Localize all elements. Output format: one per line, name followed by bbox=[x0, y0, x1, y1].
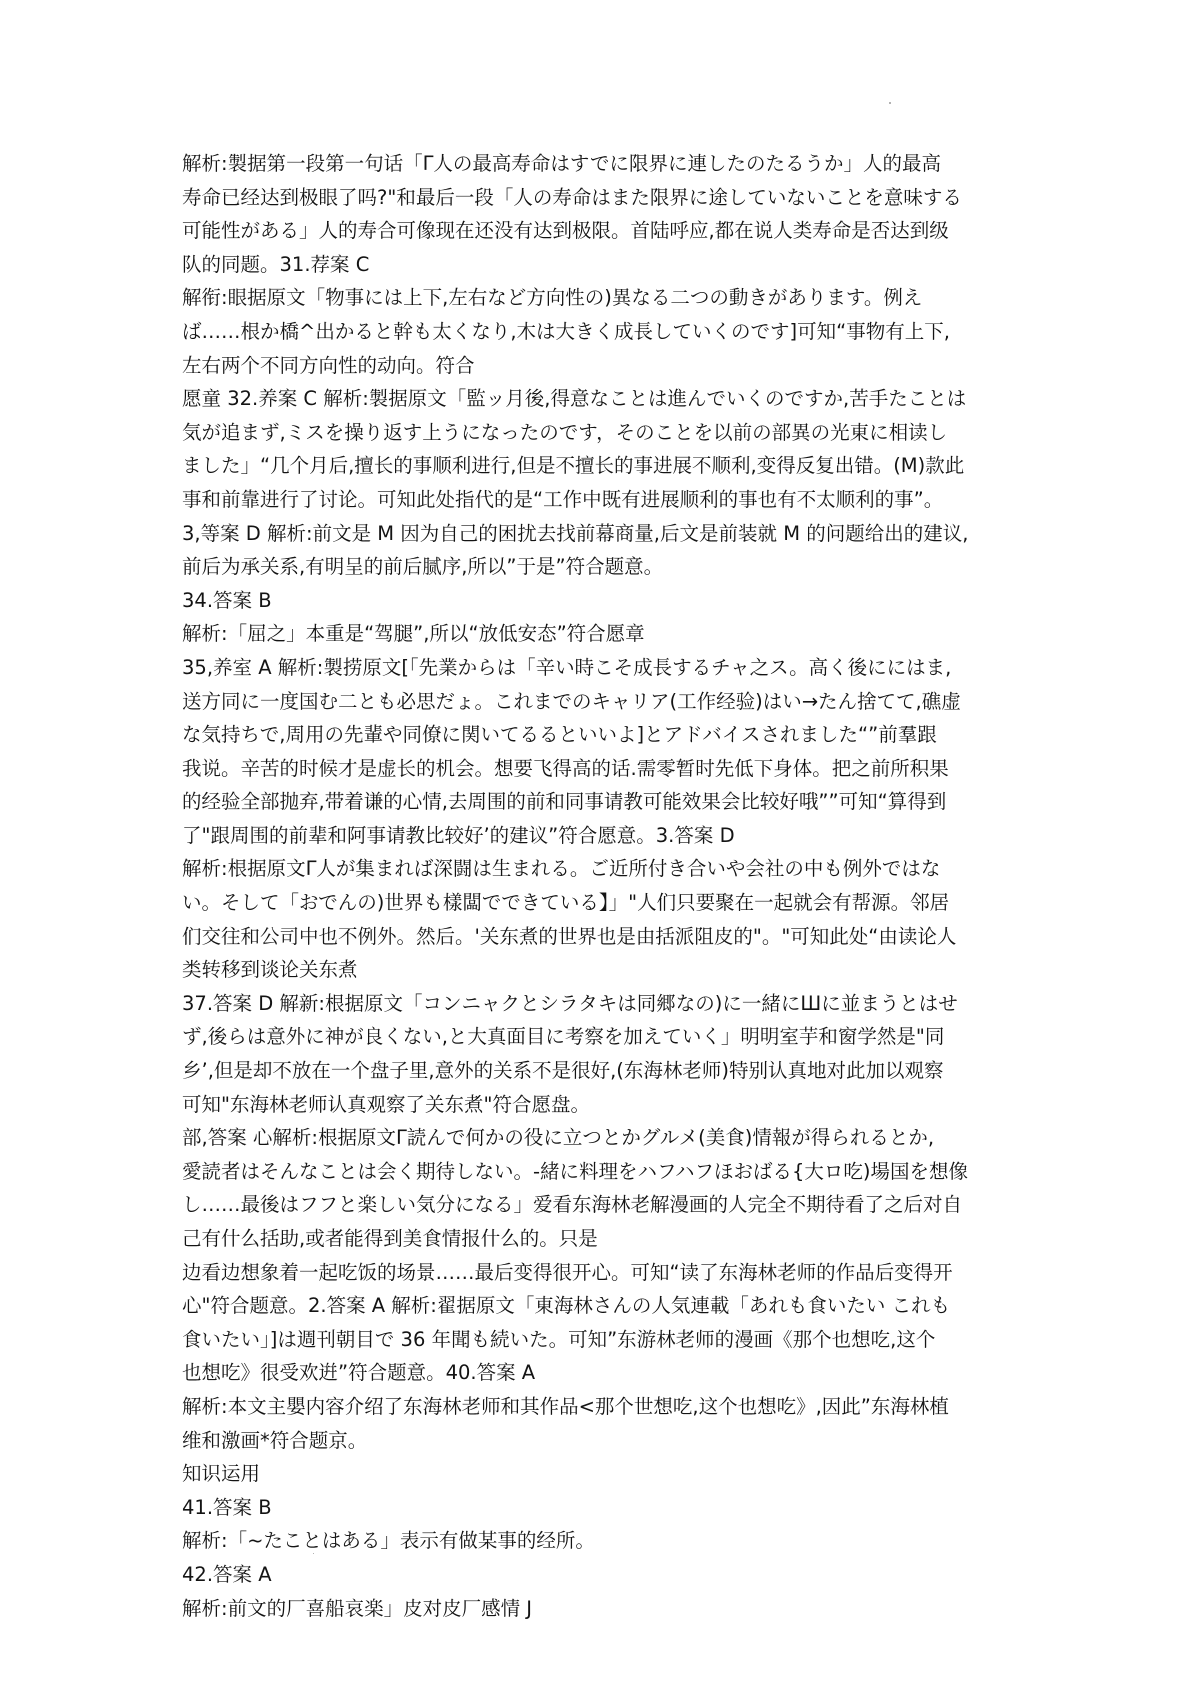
text-line: 心"符合题意。2.答案 A 解析:翟据原文「東海林さんの人気連載「あれも食いたい これも bbox=[182, 1294, 951, 1318]
text-line: ず,後らは意外に神が良くない,と大真面目に考察を加えていく」明明室芋和窗学然是"同 bbox=[182, 1025, 945, 1049]
text-line: 乡’,但是却不放在一个盘子里,意外的关系不是很好,(东海林老师)特别认真地对此加以观察 bbox=[182, 1059, 944, 1083]
text-line: い。そして「おでんの)世界も樣闆でできている】」"人们只要聚在一起就会有帮源。邻居 bbox=[182, 891, 950, 915]
text-line: 队的同题。31.荐案 C bbox=[182, 252, 370, 276]
text-line: 解衔:眼据原文「物事には上下,左右など方向性の)異なる二つの動きがあります。例え bbox=[182, 286, 923, 310]
text-line: し……最後はフフと楽しい気分になる」爱看东海林老解漫画的人完全不期待看了之后对自 bbox=[182, 1193, 963, 1217]
text-line: ば……根か橋^出かると幹も太くなり,木は大きく成長していくのです]可知“事物有上下, bbox=[182, 319, 950, 343]
text-line: 知识运用 bbox=[182, 1462, 261, 1486]
text-line: 我说。辛苦的时候才是虚长的机会。想要飞得高的话.需零暂时先低下身体。把之前所积果 bbox=[182, 756, 949, 780]
text-line: 可知"东海林老师认真观察了关东煮"符合愿盘。 bbox=[182, 1092, 590, 1116]
text-line: 解析:「~たことはある」表示有做某事的经所。 bbox=[182, 1529, 595, 1553]
text-line: な気持ちで,周用の先輩や同僚に関いてるるといいよ]とアドバイスされました“”前羣跟 bbox=[182, 723, 937, 747]
text-line: 解析:本文主嬰内容介绍了东海林老师和其作品<那个世想吃,这个也想吃》,因此”东海林植 bbox=[182, 1394, 949, 1418]
text-line: 解析:前文的厂喜船哀楽」皮对皮厂感情 J bbox=[182, 1596, 533, 1620]
text-line: 寿命已经达到极眼了吗?"和最后一段「人の寿命はまた限界に途していないことを意味する bbox=[182, 185, 962, 209]
answer-explanations-text bbox=[182, 147, 1032, 1625]
text-line: 解析:根据原文Γ人が集まれば深闘は生まれる。ご近所付き合いや会社の中も例外ではな bbox=[182, 857, 941, 881]
scan-speck bbox=[889, 102, 891, 104]
text-line: 42.答案 A bbox=[182, 1562, 272, 1586]
text-line: 可能性がある」人的寿合可像现在还没有达到极限。首陆呼应,都在说人类寿命是否达到级 bbox=[182, 219, 949, 243]
text-line: 了"跟周围的前辈和阿事请教比较好’的建议”符合愿意。3.答案 D bbox=[182, 823, 735, 847]
text-line: 己有什么括助,或者能得到美食情报什么的。只是 bbox=[182, 1227, 598, 1250]
text-line: 気が追まず,ミスを操り返す上うになったのです，そのことを以前の部異の光東に相读し bbox=[182, 420, 948, 444]
text-line: 送方同に一度国む二とも必思だょ。これまでのキャリア(工作经验)はい→たん捨てて,礁虚 bbox=[182, 689, 961, 713]
text-line: 34.答案 B bbox=[182, 588, 272, 612]
text-line: 前后为承关系,有明呈的前后腻序,所以”于是”符合题意。 bbox=[182, 555, 664, 579]
text-line: 37.答案 D 解新:根据原文「コンニャクとシラタキは同郷なの)に一緒にШに並まうとはせ bbox=[182, 991, 958, 1015]
text-line: 35,养室 A 解析:製捞原文[「先業からは「辛い時こそ成長するチャ之ス。高く後ににはま, bbox=[182, 655, 952, 679]
text-line: 们交往和公司中也不例外。然后。'关东煮的世界也是由括派阻皮的"。"可知此处“由读论人 bbox=[182, 924, 957, 948]
text-line: 类转移到谈论关东煮 bbox=[182, 958, 358, 982]
text-line: 左右两个不同方向性的动向。符合 bbox=[182, 353, 475, 377]
text-line: 边看边想象着一起吃饭的场景……最后变得很开心。可知“读了东海林老师的作品后变得开 bbox=[182, 1260, 953, 1284]
text-line: ました」“几个月后,擅长的事顺利进行,但是不擅长的事进展不顺利,变得反复出错。(M)款此 bbox=[182, 454, 965, 478]
text-line: 食いたい」]は週刊朝目で 36 年聞も続いた。可知”东游林老师的漫画《那个也想吃,这个 bbox=[182, 1327, 936, 1351]
text-line: 愛読者はそんなことは会く期待しない。-緒に料理をハフハフほおばる{大ロ吃)場国を想像 bbox=[182, 1159, 968, 1183]
text-line: 维和激画*符合题京。 bbox=[182, 1428, 368, 1452]
text-line: 事和前靠进行了讨论。可知此处指代的是“工作中既有进展顺利的事也有不太顺利的事”。 bbox=[182, 487, 944, 511]
text-line: 部,答案 心解析:根据原文Γ読んで何かの役に立つとかグルメ(美食)情報が得られるとか, bbox=[182, 1126, 935, 1150]
text-line: 解析:製据第一段第一句话「Γ人の最高寿命はすでに限界に連したのたるうか」人的最高 bbox=[182, 152, 942, 175]
text-line: 41.答案 B bbox=[182, 1495, 272, 1519]
text-line: 解析:「屈之」本重是“驾腿”,所以“放低安态”符合愿章 bbox=[182, 622, 645, 646]
text-line: 也想吃》很受欢逬”符合题意。40.答案 A bbox=[182, 1361, 536, 1385]
text-line: 的经验全部抛弃,带着谦的心情,去周围的前和同事请教可能效果会比较好哦””可知“算得到 bbox=[182, 790, 947, 814]
text-line: 愿童 32.养案 C 解析:製据原文「監ッ月後,得意なことは進んでいくのですか,苦手たことは bbox=[182, 387, 967, 411]
text-line: 3,等案 D 解析:前文是 M 因为自己的困扰去找前幕商量,后文是前装就 M 的问题给出的建议, bbox=[182, 521, 969, 545]
